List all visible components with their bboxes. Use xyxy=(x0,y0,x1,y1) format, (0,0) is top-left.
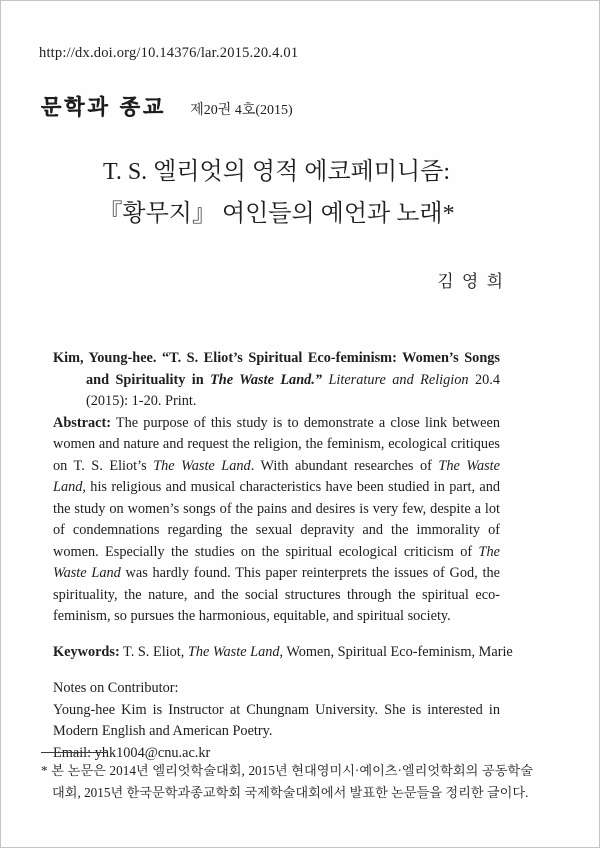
author-name: 김 영 희 xyxy=(437,272,505,291)
citation: Kim, Young-hee. “T. S. Eliot’s Spiritual Eco-feminism: Women’s Songs and Spirituality in The Waste Land.” Literature and Religion 20.4 (2015): 1-20. Print. xyxy=(53,350,500,409)
keywords: Keywords: T. S. Eliot, The Waste Land, Women, Spiritual Eco-feminism, Marie xyxy=(53,643,513,660)
footnote-separator-rule xyxy=(41,752,107,753)
doi-text: http://dx.doi.org/10.14376/lar.2015.20.4.01 xyxy=(39,45,299,61)
journal-logo: 문학과 종교 xyxy=(41,96,167,119)
abstract: Abstract: The purpose of this study is to demonstrate a close link between women and nature and request the religion, the feminism, ecological critiques on T. S. Eliot’s The Waste Land. With abundant researches of The Waste Land, his religious and musical characteristics have been studied in part, and the study on women’s songs of the pains and desires is very few, despite a lot of condemnations regarding the sexual depravity and the immorality of women. Especially the studies on the spiritual ecological criticism of The Waste Land was hardly found. This paper reinterprets the issues of God, the spirituality, the nature, and the social structures through the spiritual eco-feminism, so pursues the harmonious, equitable, and spiritual society. xyxy=(53,414,500,624)
article-title-line1: T. S. 엘리엇의 영적 에코페미니즘: xyxy=(102,159,451,185)
contributor-email: Email: yhk1004@cnu.ac.kr xyxy=(53,744,211,761)
footnote-text: * 본 논문은 2014년 엘리엇학술대회, 2015년 현대영미시·예이츠·엘리엇학회의 공동학술대회, 2015년 한국문학과종교학회 국제학술대회에서 발표한 논문들을 정리한 글이다. xyxy=(41,763,533,800)
journal-issue-number: 제20권 4호(2015) xyxy=(190,103,293,118)
article-title xyxy=(53,151,500,235)
footnote-area xyxy=(41,752,533,803)
journal-masthead xyxy=(41,91,293,121)
contributor-heading: Notes on Contributor: xyxy=(53,680,179,696)
contributor-bio: Young-hee Kim is Instructor at Chungnam University. She is interested in Modern English and American Poetry. xyxy=(53,701,500,739)
front-matter xyxy=(53,348,513,764)
article-title-line2: 『황무지』 여인들의 예언과 노래* xyxy=(98,201,455,227)
